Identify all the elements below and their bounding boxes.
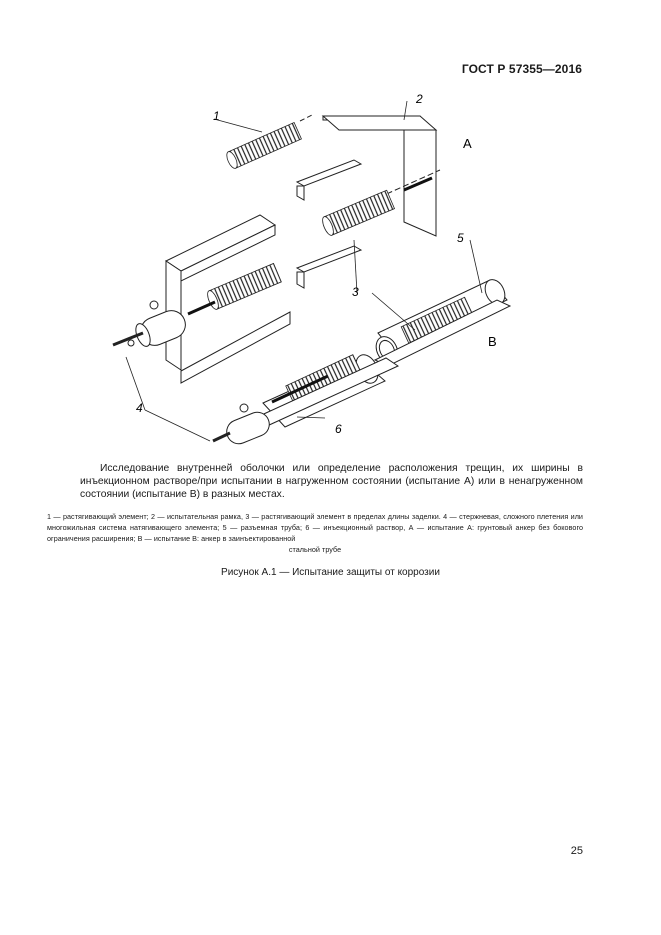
page-number: 25: [570, 845, 583, 857]
callout-4: 4: [136, 401, 143, 415]
injected-pipe: [213, 351, 398, 447]
callout-2: 2: [416, 92, 423, 106]
figure-title: Рисунок А.1 — Испытание защиты от коррозии: [221, 567, 440, 578]
corrosion-test-figure: [0, 0, 661, 460]
test-frame-a: [297, 116, 440, 288]
tension-element-loose: [225, 115, 312, 170]
standard-number: ГОСТ Р 57355—2016: [461, 62, 582, 76]
test-label-a: A: [463, 136, 472, 151]
figure-legend: [47, 511, 583, 555]
legend-last-line: стальной трубе: [288, 545, 342, 554]
test-frame-b: [113, 215, 290, 383]
callout-1: 1: [213, 109, 220, 123]
figure-description-text: Исследование внутренней оболочки или определение расположения трещин, их ширины в инъекционном растворе/при испытании в нагруженном состоянии (испытание А) или в ненагруженном состоянии (испытание В) в разных местах.: [80, 463, 583, 500]
figure-description: [80, 462, 583, 501]
callout-6: 6: [335, 422, 342, 436]
test-label-b: B: [488, 334, 497, 349]
legend-text: 1 — растягивающий элемент; 2 — испытательная рамка, 3 — растягивающий элемент в пределах длины заделки. 4 — стержневая, сложного плетения или многожильная система натягивающего элемента; 5 — разъемная труба; 6 — инъекционный раствор, А — испытание А: грунтовый анкер без бокового ограничения расширения; В — испытание В: анкер в заинъектированной: [47, 512, 583, 543]
split-pipe: [372, 276, 510, 367]
callout-3: 3: [352, 285, 359, 299]
callout-5: 5: [457, 231, 464, 245]
